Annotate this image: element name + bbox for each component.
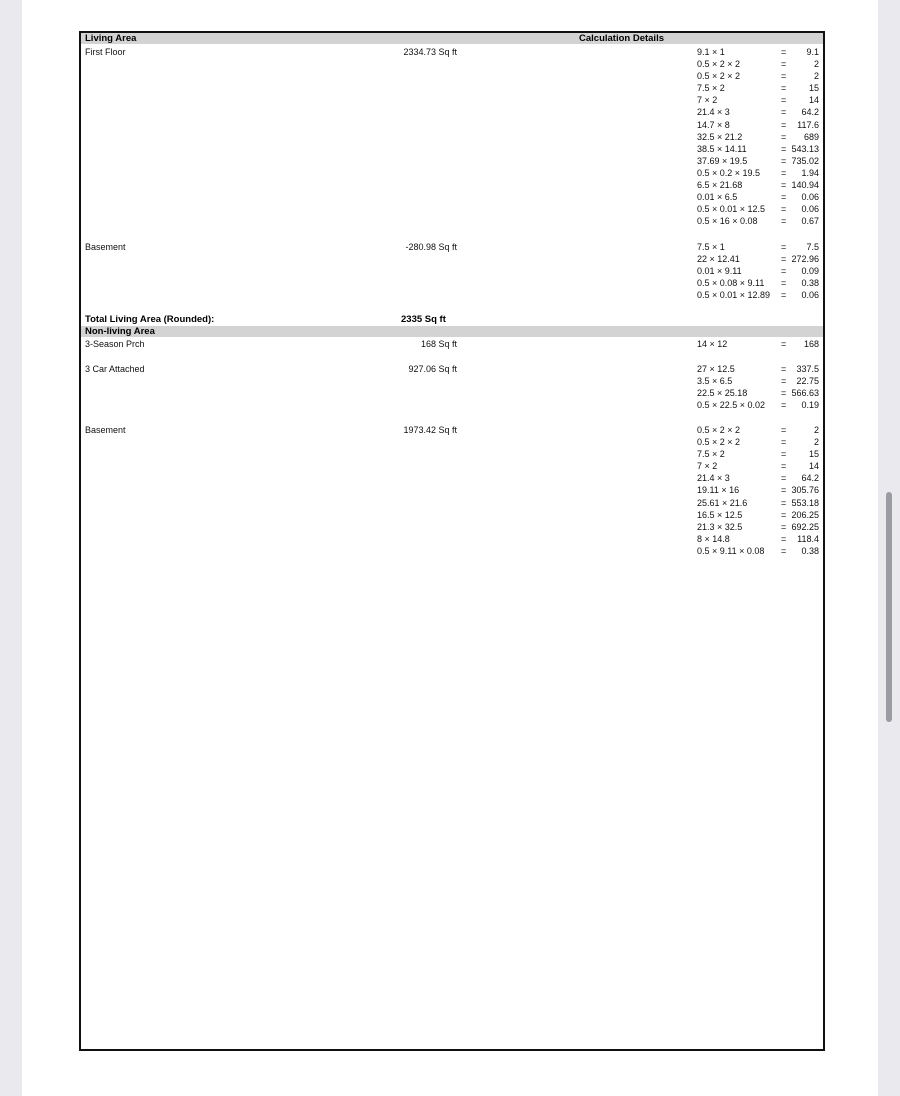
calc-result: 689 [803,131,819,142]
calc-expression: 3.5 × 6.5 [697,376,733,387]
calc-equals-sign: = [781,425,787,435]
calc-equals-sign: = [781,485,787,496]
calc-equals-sign: = [781,388,787,399]
area-name: Basement [85,242,126,252]
calc-line [697,521,823,533]
calc-line [697,203,823,215]
calc-line [697,375,823,387]
calc-result: 0.06 [801,290,819,301]
calc-expression: 0.5 × 0.01 × 12.5 [697,204,766,215]
calc-line [697,131,823,143]
area-value: -280.98 Sq ft [405,242,457,252]
calc-line [697,215,823,227]
calc-equals-sign: = [781,204,787,215]
scrollbar-thumb[interactable] [886,492,892,722]
calc-expression: 22 × 12.41 [697,254,740,265]
calc-result: 337.5 [796,364,819,374]
calc-expression: 7.5 × 1 [697,242,725,252]
calc-result: 735.02 [791,155,819,166]
calc-expression: 32.5 × 21.2 [697,131,743,142]
non-living-area-label: Non-living Area [85,326,155,337]
calc-result: 9.1 [806,47,819,57]
calc-equals-sign: = [781,521,787,532]
calc-expression: 9.1 × 1 [697,47,725,57]
calc-equals-sign: = [781,107,787,118]
calc-expression: 27 × 12.5 [697,364,735,374]
calc-expression: 8 × 14.8 [697,533,730,544]
calc-result: 692.25 [791,521,819,532]
calc-equals-sign: = [781,216,787,227]
calc-expression: 25.61 × 21.6 [697,497,748,508]
calc-line [697,533,823,545]
calc-expression: 38.5 × 14.11 [697,143,747,154]
calc-expression: 22.5 × 25.18 [697,388,748,399]
calc-list [697,46,823,227]
calc-equals-sign: = [781,47,787,57]
calc-result: 553.18 [791,497,819,508]
calc-result: 566.63 [791,388,819,399]
calc-equals-sign: = [781,155,787,166]
calc-result: 2 [813,71,819,82]
area-value: 2334.73 Sq ft [403,47,457,57]
calc-list [697,363,823,411]
area-name: Basement [85,425,126,435]
calc-equals-sign: = [781,437,787,448]
calc-equals-sign: = [781,192,787,203]
calc-expression: 6.5 × 21.68 [697,180,743,191]
calc-equals-sign: = [781,167,787,178]
calc-expression: 7 × 2 [697,95,718,106]
calc-line [697,179,823,191]
calc-expression: 7.5 × 2 [697,449,725,460]
calc-result: 2 [813,59,819,70]
calc-result: 15 [808,449,819,460]
calc-line [697,424,823,436]
calc-equals-sign: = [781,278,787,289]
calc-equals-sign: = [781,461,787,472]
calc-result: 272.96 [791,254,819,265]
calc-equals-sign: = [781,119,787,130]
calc-line [697,289,823,301]
calc-line [697,191,823,203]
calc-expression: 0.01 × 9.11 [697,266,742,277]
calc-equals-sign: = [781,545,787,556]
calc-equals-sign: = [781,143,787,154]
calc-line [697,70,823,82]
calc-equals-sign: = [781,131,787,142]
calc-line [697,387,823,399]
calc-equals-sign: = [781,497,787,508]
calc-result: 305.76 [791,485,819,496]
calc-expression: 0.5 × 0.08 × 9.11 [697,278,765,289]
calc-result: 2 [813,425,819,435]
calc-result: 0.09 [801,266,819,277]
calc-result: 140.94 [791,180,819,191]
calc-line [697,253,823,265]
area-name: 3-Season Prch [85,339,145,349]
calc-result: 0.06 [801,192,819,203]
calc-expression: 0.5 × 0.01 × 12.89 [697,290,771,301]
calc-equals-sign: = [781,509,787,520]
calc-equals-sign: = [781,266,787,277]
area-value: 1973.42 Sq ft [403,425,457,435]
calc-result: 118.4 [797,533,819,544]
area-name: 3 Car Attached [85,364,145,374]
calc-result: 7.5 [806,242,819,252]
calc-equals-sign: = [781,449,787,460]
calc-list [697,424,823,557]
calc-expression: 7 × 2 [697,461,718,472]
calc-result: 543.13 [791,143,819,154]
calc-line [697,509,823,521]
calc-equals-sign: = [781,59,787,70]
calc-line [697,94,823,106]
calc-line [697,58,823,70]
calc-equals-sign: = [781,473,787,484]
calc-equals-sign: = [781,254,787,265]
calc-result: 64.2 [801,473,819,484]
calc-equals-sign: = [781,290,787,301]
calc-line [697,460,823,472]
calc-expression: 0.5 × 2 × 2 [697,59,741,70]
calc-result: 0.67 [801,216,819,227]
calc-expression: 0.5 × 2 × 2 [697,425,741,435]
calc-equals-sign: = [781,376,787,387]
area-calculation-sheet [79,31,825,1051]
calc-equals-sign: = [781,364,787,374]
calc-result: 0.19 [801,400,819,411]
calc-equals-sign: = [781,71,787,82]
calc-equals-sign: = [781,400,787,411]
calc-expression: 16.5 × 12.5 [697,509,743,520]
calc-equals-sign: = [781,533,787,544]
calc-line [697,338,823,350]
calc-result: 117.6 [797,119,819,130]
calc-line [697,82,823,94]
calculation-details-label: Calculation Details [579,33,664,44]
calc-line [697,448,823,460]
calc-result: 0.06 [801,204,819,215]
total-label: Total Living Area (Rounded): [85,314,215,325]
calc-result: 1.94 [801,167,819,178]
total-value: 2335 Sq ft [401,314,446,325]
calc-expression: 14 × 12 [697,339,728,349]
calc-line [697,106,823,118]
calc-result: 14 [808,461,819,472]
area-name: First Floor [85,47,126,57]
calc-line [697,167,823,179]
calc-line [697,545,823,557]
calc-line [697,265,823,277]
calc-result: 14 [808,95,819,106]
calc-expression: 0.5 × 9.11 × 0.08 [697,545,765,556]
calc-line [697,399,823,411]
calc-line [697,484,823,496]
calc-equals-sign: = [781,83,787,94]
area-value: 927.06 Sq ft [408,364,457,374]
calc-line [697,436,823,448]
calc-expression: 0.5 × 2 × 2 [697,71,741,82]
calc-result: 168 [803,339,819,349]
area-value: 168 Sq ft [420,339,457,349]
calc-result: 22.75 [796,376,819,387]
calc-line [697,277,823,289]
calc-result: 0.38 [801,545,819,556]
calc-expression: 0.5 × 0.2 × 19.5 [697,167,761,178]
calc-expression: 0.5 × 22.5 × 0.02 [697,400,766,411]
calc-expression: 21.4 × 3 [697,473,730,484]
calc-expression: 7.5 × 2 [697,83,725,94]
calc-expression: 0.01 × 6.5 [697,192,738,203]
calc-result: 2 [813,437,819,448]
calc-line [697,472,823,484]
calc-expression: 19.11 × 16 [697,485,740,496]
calc-equals-sign: = [781,339,787,349]
calc-line [697,155,823,167]
calc-line [697,46,823,58]
calc-result: 15 [808,83,819,94]
calc-expression: 21.3 × 32.5 [697,521,743,532]
calc-expression: 14.7 × 8 [697,119,730,130]
calc-line [697,363,823,375]
calc-result: 64.2 [801,107,819,118]
calc-expression: 0.5 × 16 × 0.08 [697,216,758,227]
calc-expression: 37.69 × 19.5 [697,155,748,166]
living-area-label: Living Area [85,33,137,44]
calc-line [697,497,823,509]
calc-list [697,241,823,301]
calc-equals-sign: = [781,180,787,191]
calc-line [697,119,823,131]
non-living-area-header [81,326,823,337]
calc-result: 206.25 [791,509,819,520]
calc-equals-sign: = [781,95,787,106]
calc-expression: 0.5 × 2 × 2 [697,437,741,448]
calc-expression: 21.4 × 3 [697,107,730,118]
calc-line [697,241,823,253]
living-area-header [81,33,823,44]
calc-line [697,143,823,155]
calc-result: 0.38 [801,278,819,289]
calc-list [697,338,823,350]
calc-equals-sign: = [781,242,787,252]
